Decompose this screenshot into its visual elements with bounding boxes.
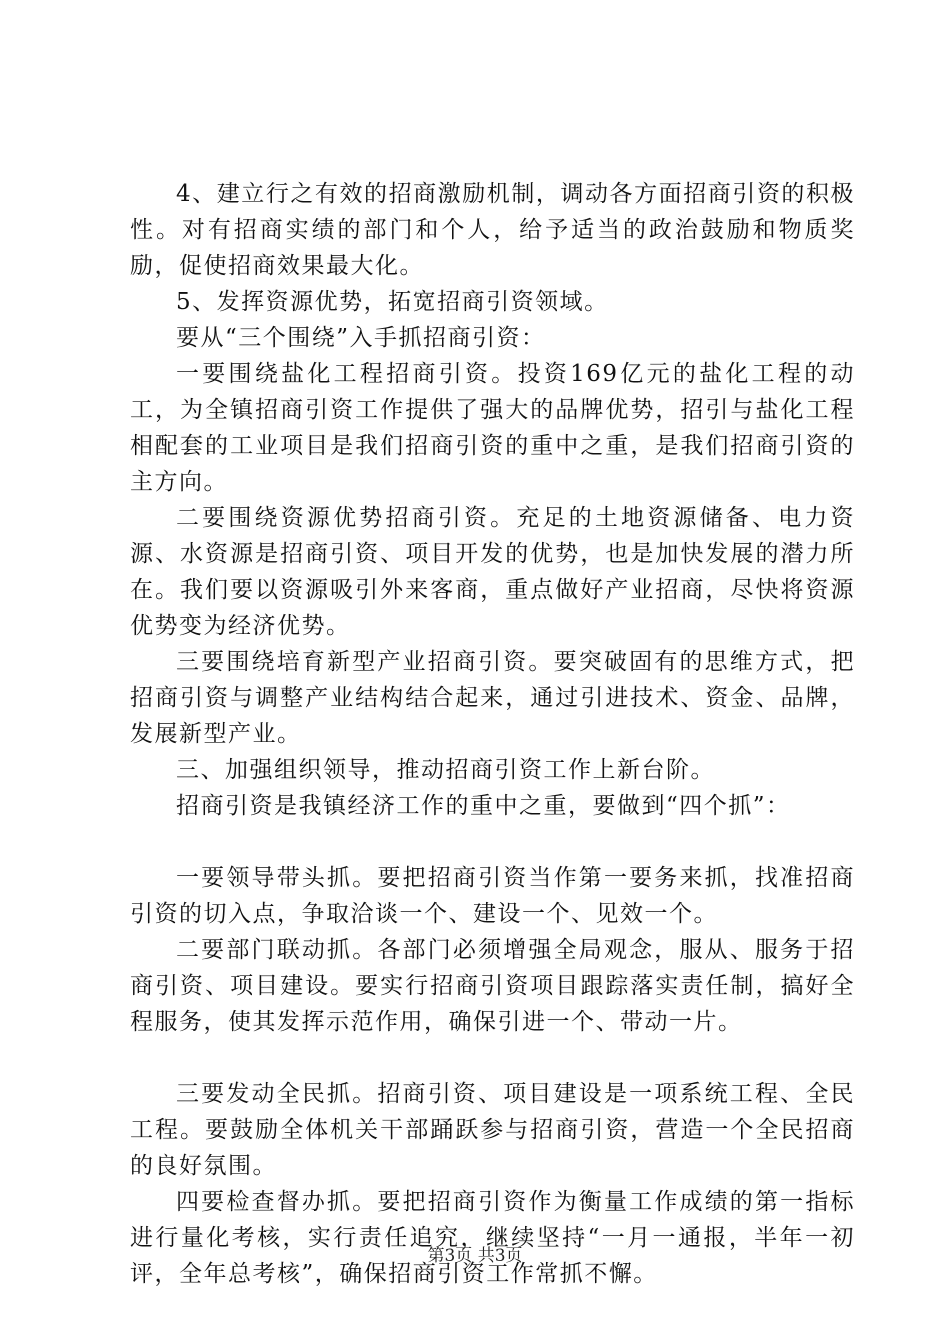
paragraph: 三要围绕培育新型产业招商引资。要突破固有的思维方式，把招商引资与调整产业结构结合起来，通过引进技术、资金、品牌，发展新型产业。: [130, 649, 855, 747]
paragraph: 一要领导带头抓。要把招商引资当作第一要务来抓，找准招商引资的切入点，争取洽谈一个、建设一个、见效一个。: [130, 865, 855, 927]
paragraph: 三要发动全民抓。招商引资、项目建设是一项系统工程、全民工程。要鼓励全体机关干部踊跃参与招商引资，营造一个全民招商的良好氛围。: [130, 1081, 855, 1179]
paragraph: 招商引资是我镇经济工作的重中之重，要做到“四个抓”：: [176, 793, 791, 819]
blank-line: [130, 824, 855, 860]
paragraph: 5、发挥资源优势，拓宽招商引资领域。: [176, 289, 609, 315]
paragraph: 一要围绕盐化工程招商引资。投资169亿元的盐化工程的动工，为全镇招商引资工作提供了强大的品牌优势，招引与盐化工程相配套的工业项目是我们招商引资的重中之重，是我们招商引资的主方向。: [130, 361, 855, 495]
paragraph: 二要部门联动抓。各部门必须增强全局观念，服从、服务于招商引资、项目建设。要实行招商引资项目跟踪落实责任制，搞好全程服务，使其发挥示范作用，确保引进一个、带动一片。: [130, 937, 855, 1035]
document-body: [130, 176, 855, 1292]
paragraph: 二要围绕资源优势招商引资。充足的土地资源储备、电力资源、水资源是招商引资、项目开发的优势，也是加快发展的潜力所在。我们要以资源吸引外来客商，重点做好产业招商，尽快将资源优势变为经济优势。: [130, 505, 855, 639]
paragraph: 四要检查督办抓。要把招商引资作为衡量工作成绩的第一指标进行量化考核，实行责任追究，继续坚持“一月一通报，半年一初评，全年总考核”，确保招商引资工作常抓不懈。: [130, 1189, 855, 1287]
paragraph: 要从“三个围绕”入手抓招商引资：: [176, 325, 546, 351]
blank-line: [130, 1040, 855, 1076]
page-footer: 第3页 共3页: [427, 1246, 523, 1266]
section-heading: 三、加强组织领导，推动招商引资工作上新台阶。: [176, 757, 715, 783]
paragraph: 4、建立行之有效的招商激励机制，调动各方面招商引资的积极性。对有招商实绩的部门和个人，给予适当的政治鼓励和物质奖励，促使招商效果最大化。: [130, 181, 855, 279]
